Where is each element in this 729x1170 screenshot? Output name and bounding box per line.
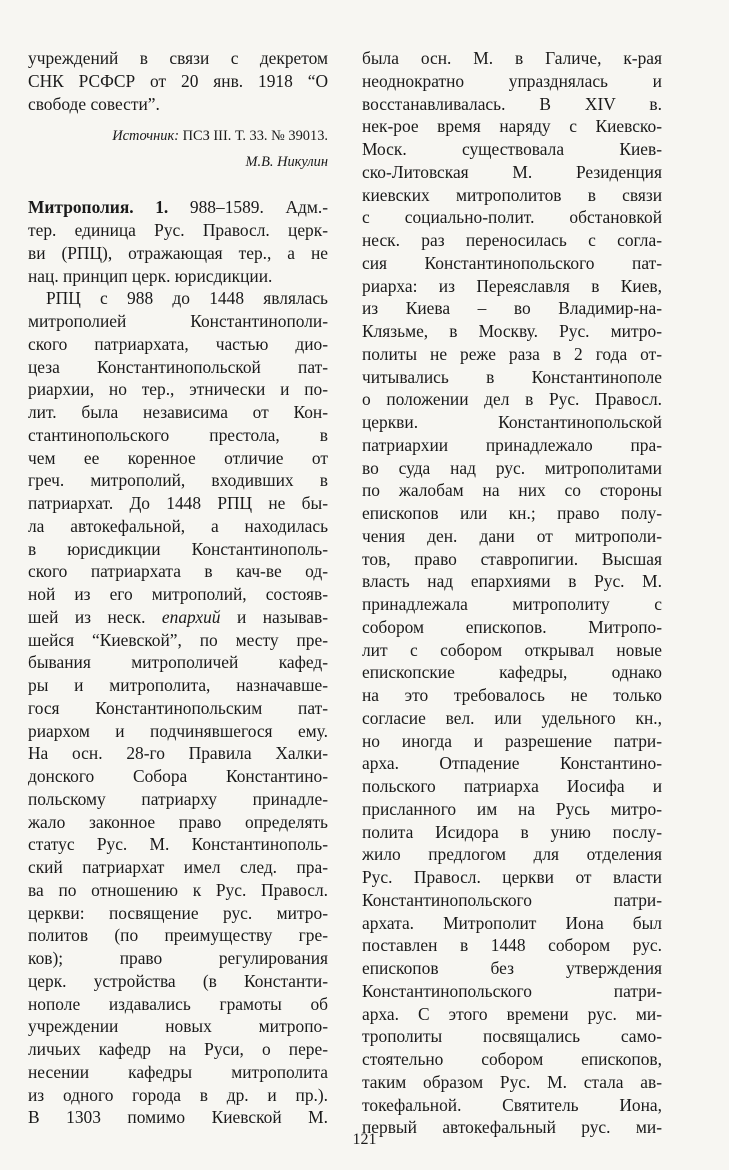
- text-line: учреждений в связи с декретом: [28, 48, 328, 68]
- text-line: принадлежала митрополиту с: [362, 594, 662, 614]
- text-line: лит с собором открывал новые: [362, 639, 662, 660]
- text-line: из Киева – во Владимир-на-: [362, 298, 662, 319]
- page-number: 121: [352, 1131, 377, 1148]
- entry-first-line-rest: 988–1589. Адм.-: [189, 197, 328, 218]
- text-line: политы не реже раза в 2 года от-: [362, 343, 662, 364]
- text-line: епископов или кн.; право полу-: [362, 503, 662, 523]
- text-fragment: шей из неск.: [28, 606, 146, 627]
- text-line: с социально-полит. обстановкой: [362, 207, 662, 228]
- text-line: стантинопольского престола, в: [28, 424, 328, 445]
- text-line: Рус. Правосл. церкви от власти: [362, 867, 662, 887]
- right-column-text: [362, 47, 662, 1139]
- text-line: чем ее коренное отличие от: [28, 447, 328, 468]
- author-signature: М.В. Никулин: [245, 154, 328, 171]
- text-line: церкви. Константинопольской: [362, 412, 662, 432]
- text-line: риархом и подчинявшегося ему.: [28, 720, 328, 741]
- entry-body-paragraph: [28, 287, 328, 1129]
- text-line: ков); право регулирования: [28, 948, 328, 968]
- text-line: церк. устройства (в Константи-: [28, 970, 328, 991]
- text-line: польскому патриарху принадле-: [28, 788, 328, 809]
- text-line: полита Исидора в унию послу-: [362, 821, 662, 842]
- text-line: епископов без утверждения: [362, 958, 662, 978]
- text-line: ной из его митрополий, состояв-: [28, 584, 328, 604]
- text-line: личьих кафедр на Руси, о пере-: [28, 1039, 328, 1059]
- text-line: но иногда и разрешение патри-: [362, 730, 662, 751]
- source-citation: [28, 125, 328, 147]
- text-line: нек-рое время наряду с Киевско-: [362, 116, 662, 137]
- text-line: стоятельно собором епископов,: [362, 1049, 662, 1069]
- text-line: сия Константинопольского пат-: [362, 252, 662, 273]
- text-line: митрополией Константинополи-: [28, 311, 328, 331]
- text-line: ский патриархат имел след. пра-: [28, 857, 328, 877]
- text-line: ла автокефальной, а находилась: [28, 515, 328, 536]
- text-line: неоднократно упразднялась и: [362, 70, 662, 91]
- text-line: тер. единица Рус. Правосл. церк-: [28, 220, 328, 240]
- text-line: политов (по преимуществу гре-: [28, 925, 328, 946]
- text-line: учреждении новых митропо-: [28, 1016, 328, 1037]
- text-line: в юрисдикции Константинополь-: [28, 538, 328, 559]
- text-line: ва по отношению к Рус. Правосл.: [28, 879, 328, 900]
- text-line: на это требовалось не только: [362, 685, 662, 705]
- text-line: греч. митрополий, входивших в: [28, 470, 328, 491]
- text-line: архата. Митрополит Иона был: [362, 912, 662, 933]
- text-line: нац. принцип церк. юрисдикции.: [28, 265, 273, 286]
- text-line: церкви: посвящение рус. митро-: [28, 902, 328, 923]
- text-line: Константинопольского патри-: [362, 889, 662, 910]
- entry-heading-line: [28, 196, 328, 219]
- text-line: первый автокефальный рус. ми-: [362, 1117, 662, 1138]
- text-line: тов, право ставропигии. Высшая: [362, 548, 662, 569]
- text-line: читывались в Константинополе: [362, 366, 662, 387]
- text-line: согласие вел. или удельного кн.,: [362, 707, 662, 728]
- text-line: свободе совести”.: [28, 93, 160, 114]
- entry-definition: [28, 219, 328, 287]
- text-line: цеза Константинопольской пат-: [28, 356, 328, 377]
- text-line: риархии, но тер., этнически и по-: [28, 379, 328, 400]
- text-line: В 1303 помимо Киевской М.: [28, 1107, 328, 1128]
- left-column: [28, 47, 328, 1129]
- text-line: трополиты посвящались само-: [362, 1026, 662, 1047]
- text-line: поставлен в 1448 собором рус.: [362, 935, 662, 956]
- text-line: ского патриархата в кач-ве од-: [28, 561, 328, 582]
- text-line: СНК РСФСР от 20 янв. 1918 “О: [28, 70, 328, 91]
- text-line: присланного им на Русь митро-: [362, 798, 662, 819]
- text-line: собором епископов. Митропо-: [362, 616, 662, 637]
- text-line: ви (РПЦ), отражающая тер., а не: [28, 242, 328, 263]
- entry-title: Митрополия. 1.: [28, 197, 169, 218]
- text-line: несении кафедры митрополита: [28, 1061, 328, 1082]
- right-column: [362, 47, 662, 1139]
- text-line: патриархат. До 1448 РПЦ не бы-: [28, 493, 328, 513]
- text-line: токефальной. Святитель Иона,: [362, 1094, 662, 1115]
- text-line: статус Рус. М. Константинополь-: [28, 834, 328, 855]
- text-line: Моск. существовала Киев-: [362, 139, 662, 159]
- text-line: бывания митрополичей кафед-: [28, 652, 328, 673]
- text-line: патриархии принадлежало пра-: [362, 434, 662, 455]
- text-line: шейся “Киевской”, по месту пре-: [28, 629, 328, 650]
- text-fragment: и называв-: [236, 606, 328, 627]
- text-line: арха. С этого времени рус. ми-: [362, 1003, 662, 1024]
- text-line: ского патриархата, частью дио-: [28, 333, 328, 354]
- source-label: Источник:: [112, 128, 179, 145]
- text-line: Константинопольского патри-: [362, 980, 662, 1001]
- source-text: ПСЗ III. Т. 33. № 39013.: [182, 128, 328, 145]
- text-line: жило предлогом для отделения: [362, 844, 662, 865]
- text-line: арха. Отпадение Константино-: [362, 753, 662, 774]
- text-line: неск. раз переносилась с согла-: [362, 230, 662, 250]
- text-line: таким образом Рус. М. стала ав-: [362, 1071, 662, 1092]
- text-line: ско-Литовская М. Резиденция: [362, 161, 662, 182]
- previous-entry-ending: [28, 47, 328, 115]
- text-line: риарха: из Переяславля в Киев,: [362, 275, 662, 296]
- text-line: из одного города в др. и пр.).: [28, 1084, 328, 1105]
- text-line: РПЦ с 988 до 1448 являлась: [46, 288, 328, 309]
- text-line: киевских митрополитов в связи: [362, 184, 662, 205]
- text-line: о положении дел в Рус. Правосл.: [362, 389, 662, 410]
- text-line: донского Собора Константино-: [28, 766, 328, 786]
- text-line: епископские кафедры, однако: [362, 662, 662, 683]
- text-line: восстанавливалась. В XIV в.: [362, 93, 662, 114]
- text-line: по жалобам на них со стороны: [362, 480, 662, 501]
- text-line: власть над епархиями в Рус. М.: [362, 571, 662, 592]
- text-line: [28, 606, 328, 629]
- text-line: ры и митрополита, назначавше-: [28, 675, 328, 695]
- text-line: лит. была независима от Кон-: [28, 402, 328, 422]
- text-line: чения ден. дани от митрополи-: [362, 525, 662, 546]
- text-line: во суда над рус. митрополитами: [362, 457, 662, 478]
- text-line: На осн. 28-го Правила Халки-: [28, 743, 328, 764]
- cross-reference-eparchy[interactable]: епархий: [161, 606, 221, 627]
- text-line: нополе издавались грамоты об: [28, 993, 328, 1014]
- text-line: была осн. М. в Галиче, к-рая: [362, 48, 662, 68]
- text-line: польского патриарха Иосифа и: [362, 776, 662, 796]
- text-line: гося Константинопольским пат-: [28, 697, 328, 718]
- text-line: жало законное право определять: [28, 811, 328, 832]
- text-line: Клязьме, в Москву. Рус. митро-: [362, 321, 662, 341]
